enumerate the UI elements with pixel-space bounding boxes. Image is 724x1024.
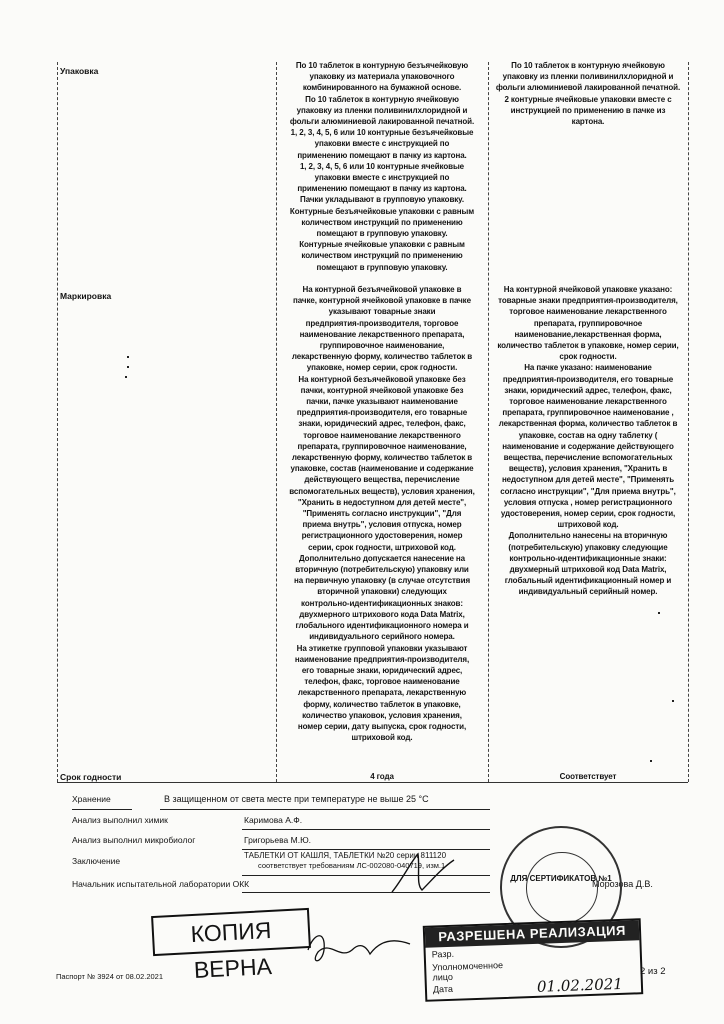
chemist-underline <box>242 829 490 830</box>
text-line: вспомогательных веществ), условия хранения, <box>289 486 475 496</box>
storage-row <box>72 794 672 808</box>
scan-dot <box>658 612 660 614</box>
text-line: срок годности. <box>559 352 617 362</box>
text-line: "Хранить в недоступном для детей месте", <box>297 497 467 507</box>
text-line: На контурной безъячейковой упаковке в <box>302 285 462 294</box>
text-line: веществ), условия хранения, "Хранить в <box>508 464 668 474</box>
table-border-right <box>688 62 689 782</box>
text-line: номер серии, дату выпуска, срок годности, <box>297 721 467 731</box>
text-line: помещают в групповую упаковку. <box>316 229 448 239</box>
text-line: применению помещают в пачку из картона. <box>297 150 467 160</box>
marking-actual-text <box>490 284 686 598</box>
microbiologist-value: Григорьева М.Ю. <box>244 835 312 845</box>
text-line: торговое наименование лекарственного <box>509 307 667 317</box>
text-line: количеством инструкций по применению <box>301 251 463 261</box>
text-line: лекарственную форму, количество таблеток в <box>291 453 473 463</box>
text-line: препарата, группировочное наименование, <box>297 441 467 451</box>
text-line: вторичную (потребительскую) упаковку или <box>295 565 469 575</box>
text-line: картона. <box>571 117 605 127</box>
text-line: упаковки вместе с инструкцией по <box>314 139 450 149</box>
text-line: препарата, группировочное наименование , <box>502 408 674 418</box>
text-line: количество упаковок, условия хранения, <box>302 710 462 720</box>
shelf-life-normative: 4 года <box>370 772 394 781</box>
chemist-value: Каримова А.Ф. <box>244 815 303 825</box>
signature-copy <box>300 920 420 970</box>
table-divider-1 <box>276 62 277 782</box>
scan-dot <box>650 760 652 762</box>
release-approved-stamp <box>423 918 644 1002</box>
text-line: Контурные ячейковые упаковки с равным <box>299 240 465 250</box>
text-line: упаковке, состав (наименование и содержание <box>290 464 474 474</box>
text-line: По 10 таблеток в контурную ячейковую <box>305 94 459 104</box>
text-line: 1, 2, 3, 4, 5, 6 или 10 контурные ячейковые <box>299 161 465 171</box>
shelf-life-actual: Соответствует <box>559 772 617 781</box>
release-approved-date: 01.02.2021 <box>536 974 624 996</box>
release-approved-row-3: лицо <box>432 971 454 983</box>
round-seal-text: ДЛЯ СЕРТИФИКАТОВ №1 <box>510 874 612 883</box>
text-line: штриховой код. <box>557 520 619 530</box>
page-counter: 2 из 2 <box>640 966 666 977</box>
text-line: упаковки вместе с инструкцией по <box>314 173 450 183</box>
text-line: индивидуального серийного номера. <box>309 632 455 642</box>
text-line: помещают в групповую упаковку. <box>316 262 448 272</box>
text-line: указывают товарные знаки <box>328 307 436 317</box>
text-line: торговое наименование лекарственного <box>303 430 461 440</box>
table-border-left <box>57 62 58 782</box>
text-line: (потребительскую) упаковку следующие <box>508 542 668 552</box>
marking-label: Маркировка <box>60 291 112 301</box>
text-line: лекарственного препарата, лекарственную <box>297 688 467 698</box>
release-approved-row-2: Уполномоченное <box>432 960 504 973</box>
chemist-row <box>72 815 672 829</box>
text-line: пачки, контурной ячейковой упаковке без <box>300 385 464 395</box>
text-line: Дополнительно допускается нанесение на <box>298 553 466 563</box>
text-line: предприятия-производителя, торговое <box>305 318 459 328</box>
conclusion-label: Заключение <box>72 856 121 866</box>
text-line: серии, срок годности, штриховой код. <box>308 542 456 552</box>
text-line: торговое наименование лекарственного <box>509 397 667 407</box>
microbiologist-label: Анализ выполнил микробиолог <box>72 835 196 845</box>
signature-head <box>382 850 462 896</box>
table-divider-2 <box>488 62 489 782</box>
scan-dot <box>672 700 674 702</box>
text-line: вещества, перечисление вспомогательных <box>503 453 673 463</box>
text-line: приема внутрь", условия отпуска, номер <box>302 520 462 530</box>
text-line: По 10 таблеток в контурную безъячейковую <box>295 61 469 70</box>
text-line: условия отпуска , номер регистрационного <box>503 497 673 507</box>
text-line: недоступном для детей месте", "Применять <box>501 475 675 485</box>
text-line: знаки, юридический адрес, телефон, факс, <box>504 385 672 395</box>
text-line: телефон, факс, торговое наименование <box>304 677 460 687</box>
text-line: наименование предприятия-производителя, <box>294 654 470 664</box>
passport-number: Паспорт № 3924 от 08.02.2021 <box>56 972 164 981</box>
round-seal-inner-ring <box>526 852 598 924</box>
scan-dot <box>127 366 129 368</box>
shelf-life-label: Срок годности <box>60 772 122 782</box>
text-line: предприятия-производителя, его товарные <box>502 374 674 384</box>
text-line: двухмерный штриховой код Data Matrix, <box>509 565 667 575</box>
text-line: препарата, группировочное <box>533 318 643 328</box>
text-line: наименование и содержание действующего <box>502 441 674 451</box>
text-line: действующего вещества, перечисление <box>304 475 460 485</box>
text-line: двухмерного штрихового кода Data Matrix, <box>299 609 465 619</box>
release-approved-row-1: Разр. <box>431 948 455 960</box>
text-line: форму, количество таблеток в упаковке, <box>303 699 461 709</box>
text-line: знаки, юридический адрес, телефон, факс, <box>298 419 466 429</box>
packaging-label: Упаковка <box>60 66 99 76</box>
scan-dot <box>125 376 127 378</box>
text-line: глобального идентификационного номера и <box>295 621 469 631</box>
text-line: наименование,лекарственная форма, <box>514 329 662 339</box>
text-line: 2 контурные ячейковые упаковки вместе с <box>504 94 672 104</box>
text-line: фольги алюминиевой лакированной печатной. <box>495 83 681 93</box>
storage-underline <box>72 809 132 810</box>
text-line: регистрационного удостоверения, номер <box>301 531 463 541</box>
text-line: контрольно-идентификационные знаки: <box>509 553 667 563</box>
text-line: на первичную упаковку (в случае отсутствия <box>293 576 471 586</box>
text-line: упаковке, состав на одну таблетку ( <box>518 430 658 440</box>
text-line: На контурной ячейковой упаковке указано: <box>503 285 673 294</box>
text-line: его товарные знаки, юридический адрес, <box>301 665 463 675</box>
text-line: предприятия-производителя, его товарные <box>296 408 468 418</box>
text-line: группировочное наименование, <box>319 341 445 351</box>
text-line: Пачки укладывают в групповую упаковку. <box>300 195 464 205</box>
text-line: контрольно-идентификационных знаков: <box>301 598 463 608</box>
text-line: лекарственную форму, количество таблеток в <box>291 352 473 362</box>
text-line: упаковку из материала упаковочного <box>309 72 455 82</box>
text-line: индивидуальный серийный номер. <box>518 587 658 597</box>
text-line: упаковку из пленки поливинилхлоридной и <box>296 105 468 115</box>
text-line: наименование лекарственного препарата, <box>299 329 465 339</box>
text-line: На пачке указано: наименование <box>524 363 652 373</box>
text-line: штриховой код. <box>351 733 413 743</box>
text-line: количество таблеток в упаковке, номер серии, <box>497 341 679 351</box>
marking-normative-text <box>278 284 486 743</box>
text-line: На этикетке групповой упаковки указывают <box>296 643 468 653</box>
text-line: удостоверения, номер серии, срок годности, <box>500 509 676 519</box>
text-line: упаковку из пленки поливинилхлоридной и <box>502 72 674 82</box>
head-value: Морозова Д.В. <box>592 879 653 889</box>
text-line: согласно инструкции", "Для приема внутрь", <box>500 486 676 496</box>
release-approved-row-4: Дата <box>432 983 454 995</box>
packaging-normative-text <box>278 60 486 273</box>
conclusion-line-2: соответствует требованиям ЛС-002080-040719, изм.1 <box>258 861 446 870</box>
text-line: глобальный идентификационный номер и <box>504 576 672 586</box>
storage-label: Хранение <box>72 794 111 804</box>
text-line: Контурные безъячейковые упаковки с равным <box>289 206 475 216</box>
scan-dot <box>127 356 129 358</box>
storage-value-underline <box>160 809 490 810</box>
conclusion-line-1: ТАБЛЕТКИ ОТ КАШЛЯ, ТАБЛЕТКИ №20 серии 811120 <box>244 851 447 860</box>
head-label: Начальник испытательной лаборатории ОКК <box>72 879 250 889</box>
text-line: упаковке, номер серии, срок годности. <box>306 363 458 373</box>
packaging-actual-text <box>490 60 686 127</box>
text-line: вторичной упаковки) следующих <box>317 587 447 597</box>
text-line: Дополнительно нанесены на вторичную <box>508 531 668 541</box>
text-line: комбинированного на бумажной основе. <box>302 83 462 93</box>
storage-value: В защищенном от света месте при температуре не выше 25 °С <box>164 794 429 804</box>
text-line: товарные знаки предприятия-производителя, <box>498 296 678 306</box>
text-line: пачки, пачке указывают наименование <box>306 397 458 407</box>
text-line: "Применять согласно инструкции", "Для <box>302 509 462 519</box>
text-line: применению помещают в пачку из картона. <box>297 184 467 194</box>
text-line: На контурной безъячейковой упаковке без <box>298 374 466 384</box>
text-line: лекарственная форма, количество таблеток в <box>498 419 678 429</box>
chemist-label: Анализ выполнил химик <box>72 815 168 825</box>
text-line: инструкцией по применению в пачке из <box>510 105 666 115</box>
text-line: 1, 2, 3, 4, 5, 6 или 10 контурные безъячейковые <box>290 128 474 138</box>
text-line: По 10 таблеток в контурную ячейковую <box>511 61 665 70</box>
release-approved-title: РАЗРЕШЕНА РЕАЛИЗАЦИЯ <box>425 920 640 947</box>
text-line: пачке, контурной ячейковой упаковке в пачке <box>293 296 471 306</box>
copy-verified-stamp: КОПИЯ ВЕРНА <box>151 908 311 956</box>
text-line: количеством инструкций по применению <box>301 217 463 227</box>
text-line: фольги алюминиевой лакированной печатной. <box>289 117 475 127</box>
